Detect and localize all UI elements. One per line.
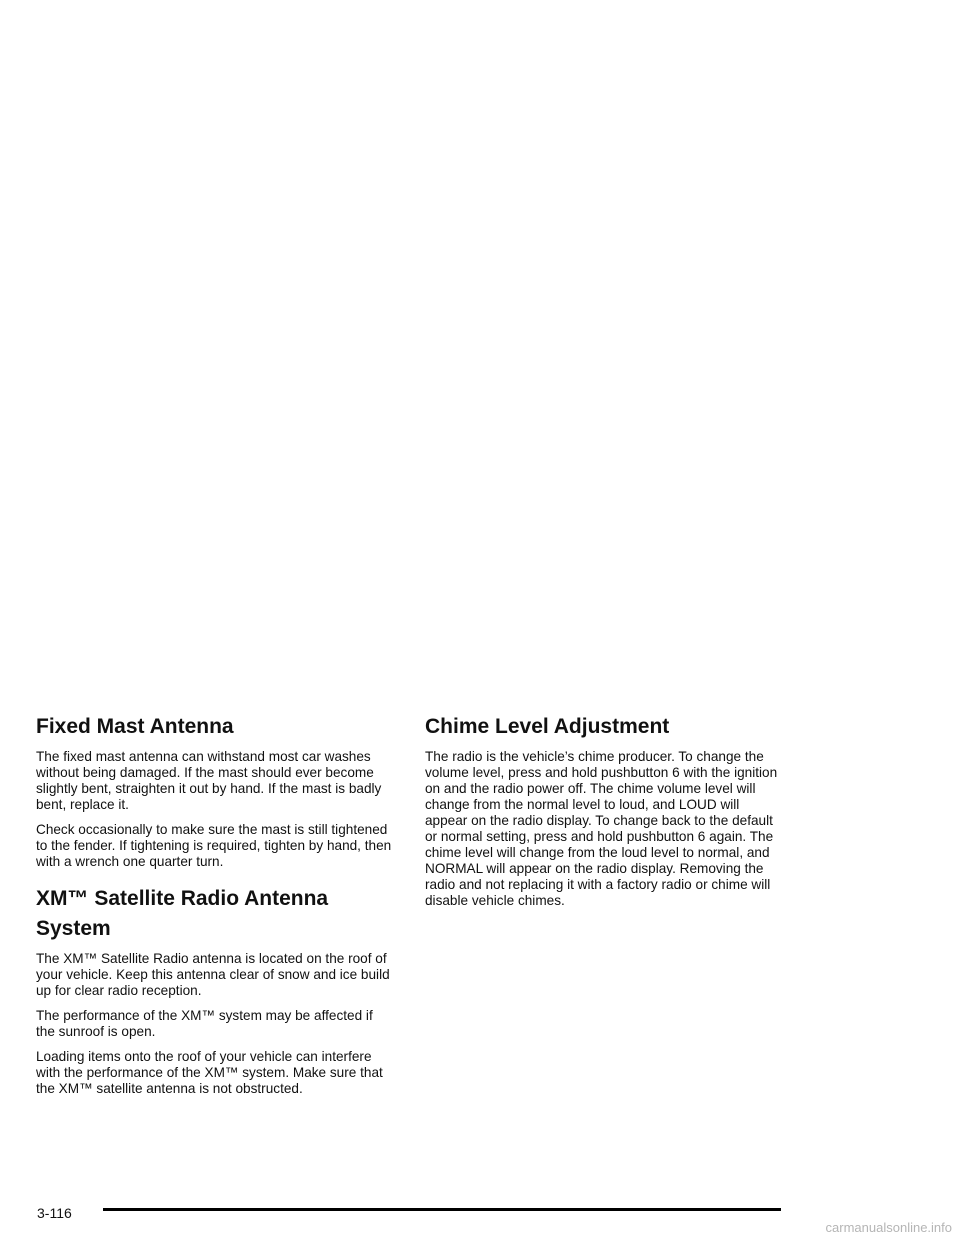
paragraph-fixed-mast-2: Check occasionally to make sure the mast is still tightened to the fender. If tightening is required, tighten by hand, then with a wrench one quarter turn. <box>36 822 392 869</box>
right-column <box>425 712 783 918</box>
watermark: carmanualsonline.info <box>825 1220 952 1235</box>
heading-fixed-mast-antenna: Fixed Mast Antenna <box>36 715 234 738</box>
left-column <box>36 712 394 1106</box>
heading-chime-level-adjustment: Chime Level Adjustment <box>425 715 670 738</box>
heading-xm-antenna-system: XM™ Satellite Radio Antenna System <box>36 887 329 940</box>
paragraph-fixed-mast-1: The fixed mast antenna can withstand most car washes without being damaged. If the mast should ever become slightly bent, straighten it out by hand. If the mast is badly bent, replace it. <box>36 749 382 812</box>
footer-rule <box>103 1208 781 1211</box>
paragraph-xm-3: Loading items onto the roof of your vehicle can interfere with the performance of the XM™ system. Make sure that the XM™ satellite antenna is not obstructed. <box>36 1049 383 1096</box>
paragraph-xm-2: The performance of the XM™ system may be affected if the sunroof is open. <box>36 1008 373 1039</box>
page-number: 3-116 <box>37 1205 72 1221</box>
paragraph-xm-1: The XM™ Satellite Radio antenna is located on the roof of your vehicle. Keep this antenna clear of snow and ice build up for clear radio reception. <box>36 951 390 998</box>
paragraph-chime-1: The radio is the vehicle’s chime producer. To change the volume level, press and hold pushbutton 6 with the ignition on and the radio power off. The chime volume level will change from the normal level to loud, and LOUD will appear on the radio display. To change back to the default or normal setting, press and hold pushbutton 6 again. The chime level will change from the loud level to normal, and NORMAL will appear on the radio display. Removing the radio and not replacing it with a factory radio or chime will disable vehicle chimes. <box>425 749 778 908</box>
